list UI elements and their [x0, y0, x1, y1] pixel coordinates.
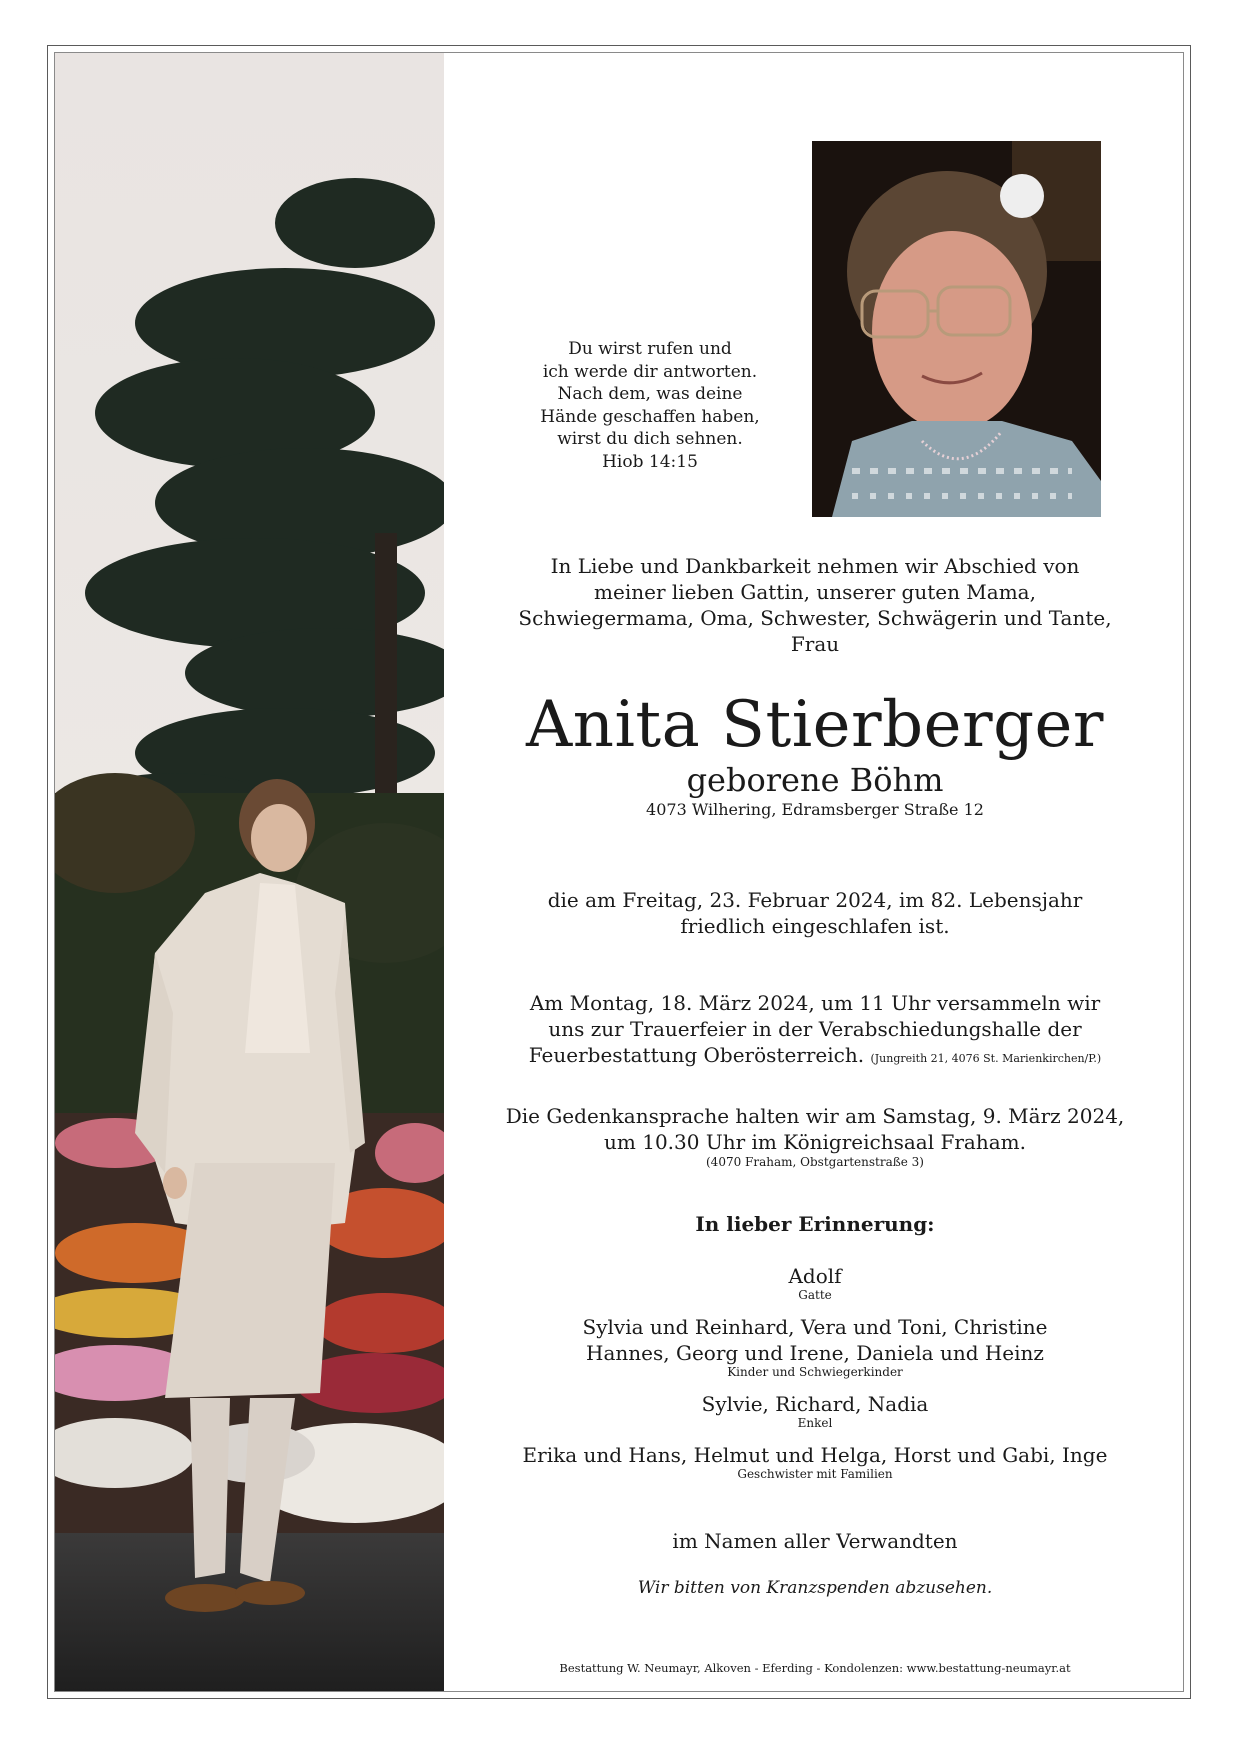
family-names: Adolf [788, 1264, 842, 1288]
memorial-location-note: (4070 Fraham, Obstgartenstraße 3) [706, 1155, 924, 1169]
ceremony-line-2: uns zur Trauerfeier in der Verabschiedungshalle der [548, 1017, 1082, 1041]
ceremony-info [485, 990, 1145, 1072]
bible-verse: Du wirst rufen und ich werde dir antworten. Nach dem, was deine Hände geschaffen haben, wirst du dich sehnen. Hiob 14:15 [540, 339, 760, 472]
family-group [485, 1391, 1145, 1430]
deceased-address: 4073 Wilhering, Edramsberger Straße 12 [646, 800, 984, 819]
ceremony-venue: Feuerbestattung Oberösterreich. [528, 1043, 865, 1067]
family-list [485, 1263, 1145, 1493]
deceased-name: Anita Stierberger [526, 688, 1104, 762]
family-relation: Enkel [797, 1416, 833, 1430]
portrait-photo [812, 141, 1101, 517]
family-relation: Kinder und Schwiegerkinder [727, 1365, 903, 1379]
family-relation: Gatte [798, 1288, 832, 1302]
family-group [485, 1442, 1145, 1481]
funeral-home-footer: Bestattung W. Neumayr, Alkoven - Eferding - Kondolenzen: www.bestattung-neumayr.at [559, 1661, 1071, 1675]
memorial-line-2: um 10.30 Uhr im Königreichsaal Fraham. [604, 1130, 1026, 1154]
family-group [485, 1263, 1145, 1302]
death-notice: die am Freitag, 23. Februar 2024, im 82. Lebensjahr friedlich eingeschlafen ist. [547, 888, 1083, 938]
garden-photo [55, 53, 444, 1691]
family-group [485, 1314, 1145, 1379]
memorial-info [485, 1103, 1145, 1169]
family-names: Sylvie, Richard, Nadia [701, 1392, 929, 1416]
memorial-line-1: Die Gedenkansprache halten wir am Samstag, 9. März 2024, [505, 1104, 1125, 1128]
family-names: Erika und Hans, Helmut und Helga, Horst und Gabi, Inge [522, 1443, 1108, 1467]
family-relation: Geschwister mit Familien [737, 1467, 893, 1481]
intro-text: In Liebe und Dankbarkeit nehmen wir Abschied von meiner lieben Gattin, unserer guten Mama, Schwiegermama, Oma, Schwester, Schwägerin und Tante, Frau [518, 554, 1112, 656]
ceremony-line-1: Am Montag, 18. März 2024, um 11 Uhr versammeln wir [529, 991, 1101, 1015]
birth-name: geborene Böhm [686, 761, 944, 799]
remembrance-heading: In lieber Erinnerung: [695, 1212, 935, 1236]
ceremony-line-3 [485, 1042, 1145, 1072]
family-names: Sylvia und Reinhard, Vera und Toni, Christine Hannes, Georg und Irene, Daniela und Heinz [582, 1315, 1048, 1365]
no-wreaths-request: Wir bitten von Kranzspenden abzusehen. [637, 1578, 993, 1598]
ceremony-location-note: (Jungreith 21, 4076 St. Marienkirchen/P.) [870, 1052, 1102, 1065]
closing-line: im Namen aller Verwandten [672, 1529, 958, 1553]
